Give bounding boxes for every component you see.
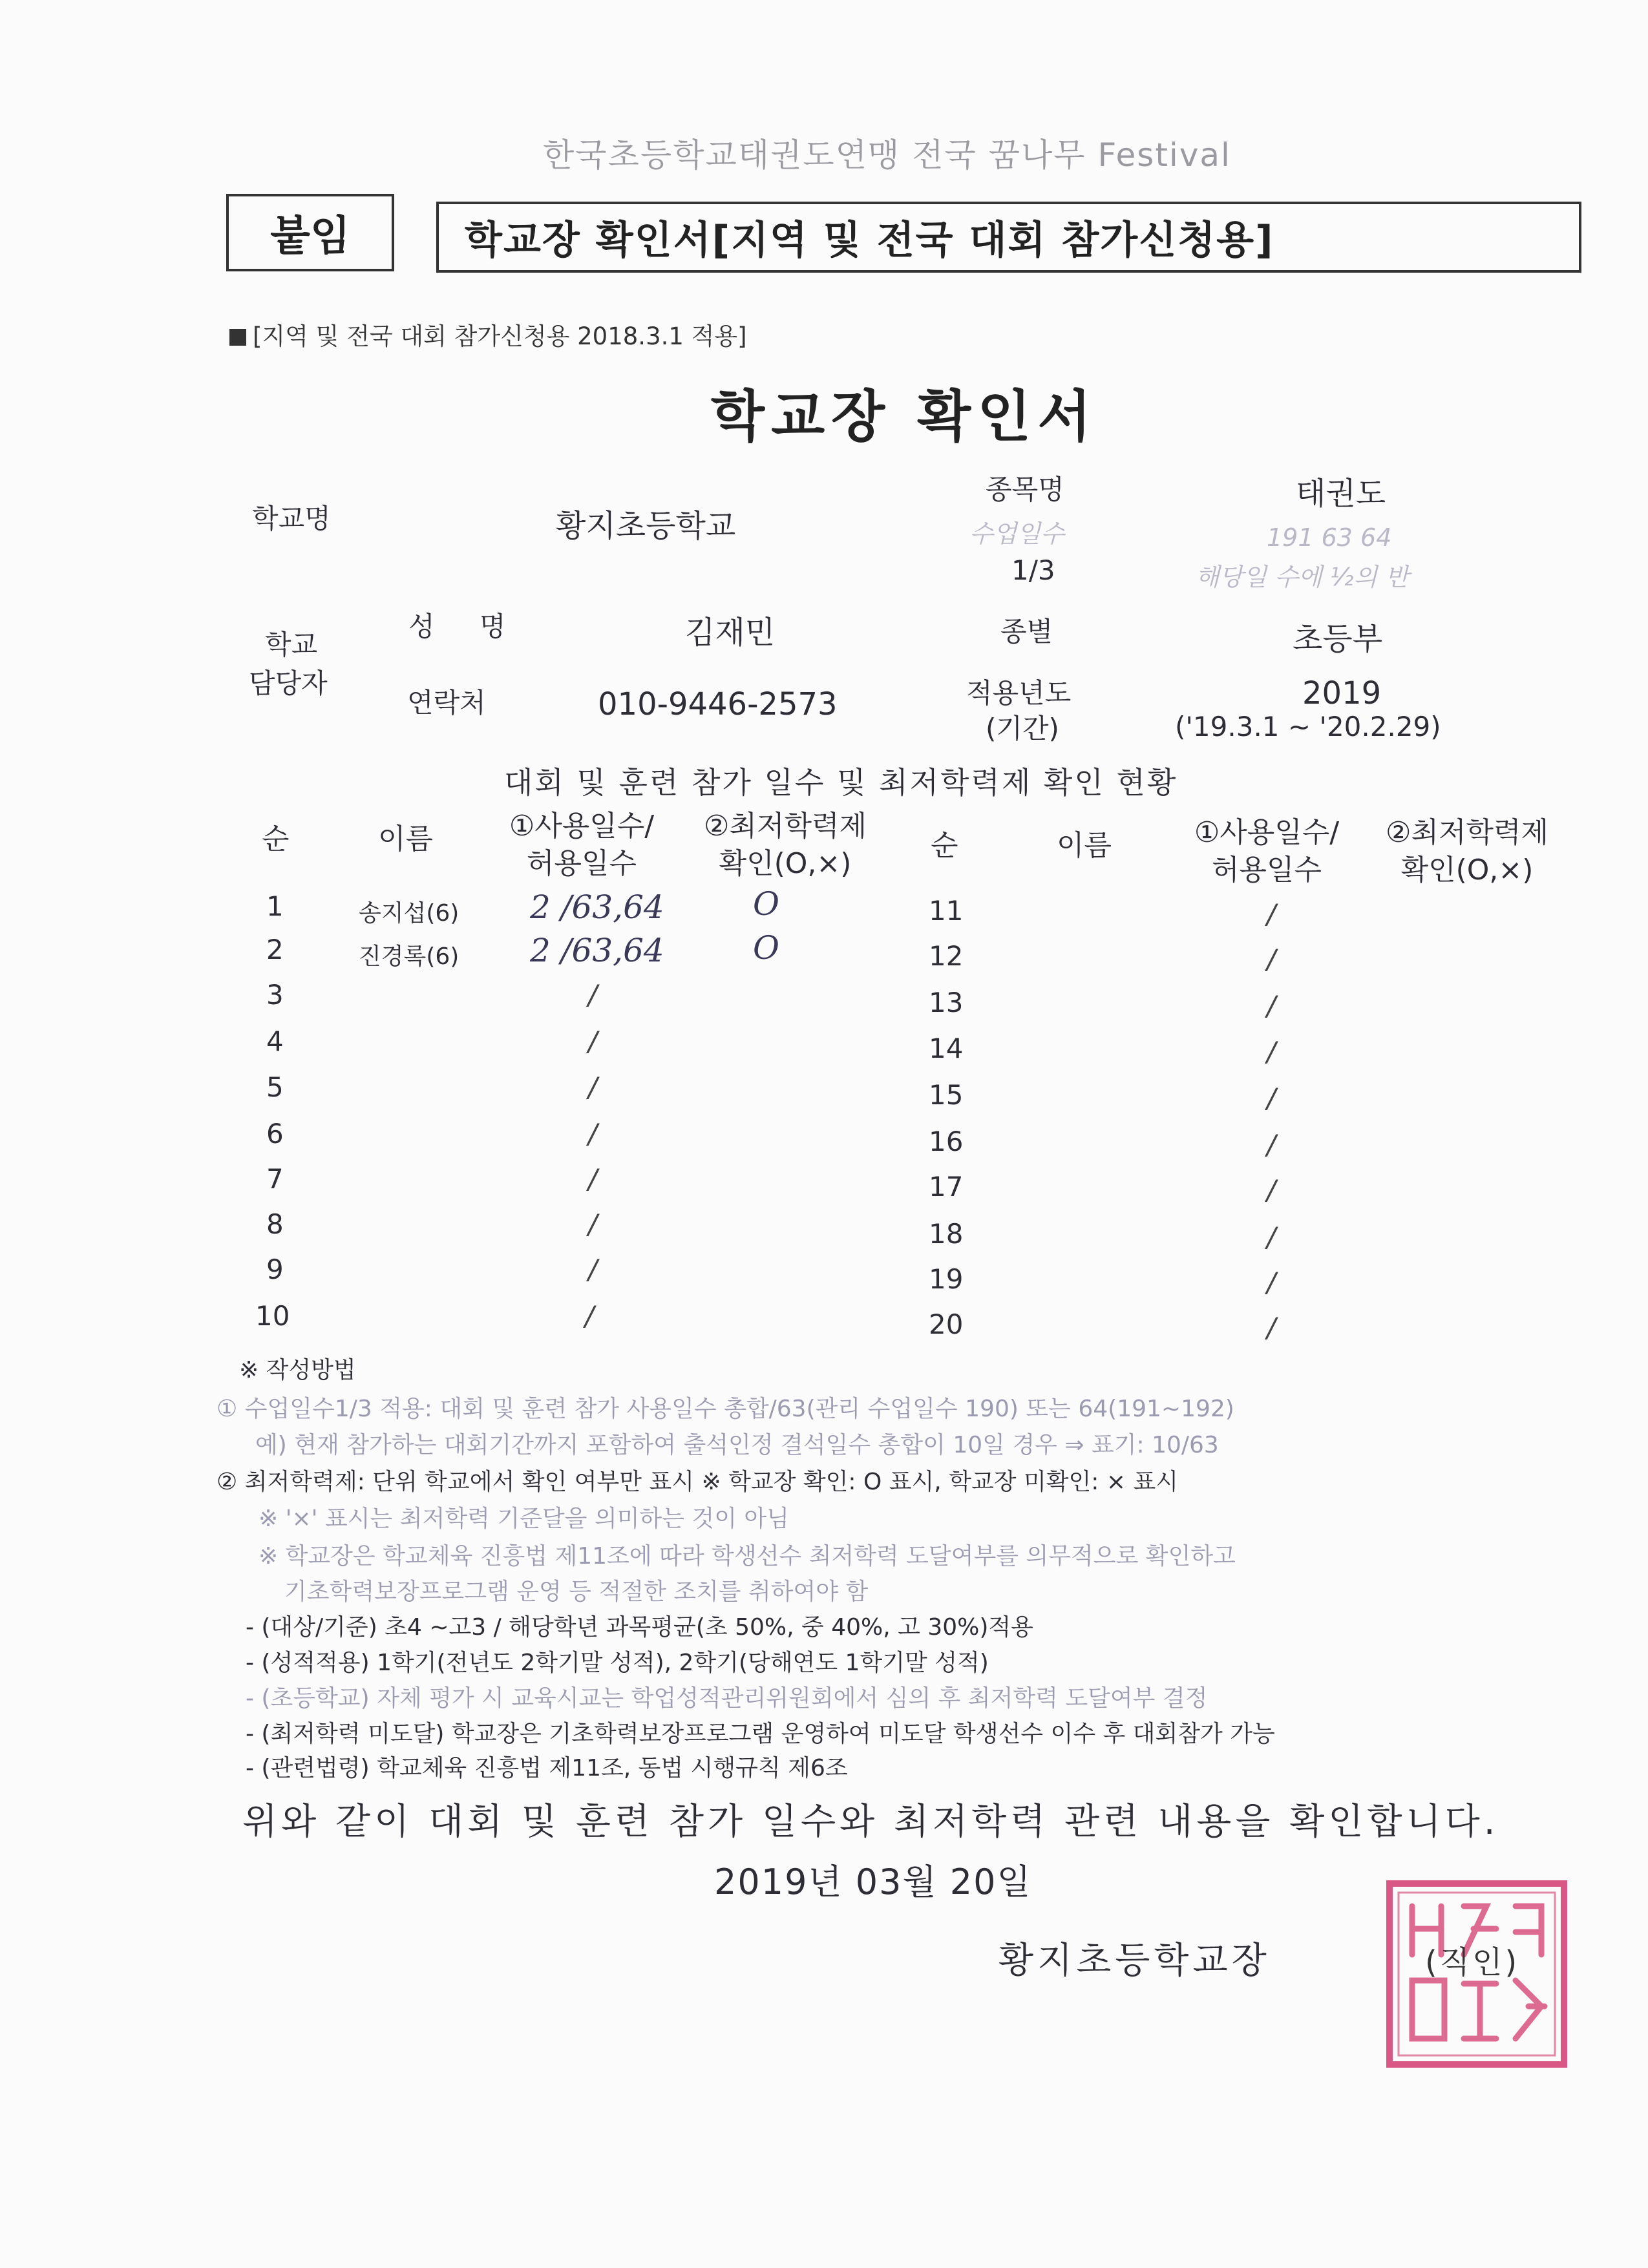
school-value: 황지초등학교 bbox=[556, 508, 736, 544]
row-no-8: 8 bbox=[266, 1208, 284, 1240]
instruction-line-4: ※ '×' 표시는 최저학력 기준달을 의미하는 것이 아님 bbox=[259, 1506, 789, 1532]
instruction-line-7: - (대상/기준) 초4 ~고3 / 해당학년 과목평균(초 50%, 중 40%, 고 30%)적용 bbox=[246, 1614, 1033, 1641]
header-check-line2: 확인(O,×) bbox=[1400, 854, 1534, 887]
instruction-line-2: 예) 현재 참가하는 대회기간까지 포함하여 출석인정 결석일수 총합이 10일 경우 ⇒ 표기: 10/63 bbox=[255, 1432, 1219, 1458]
header-days-left bbox=[501, 808, 662, 883]
square-bullet-icon bbox=[229, 329, 246, 346]
row-days-14: / bbox=[1267, 1036, 1276, 1067]
row-days-2: 2 /63,64 bbox=[530, 932, 664, 969]
row-no-6: 6 bbox=[266, 1118, 284, 1150]
year-value: 2019 bbox=[1302, 675, 1382, 711]
row-no-10: 10 bbox=[255, 1300, 290, 1332]
header-no-left: 순 bbox=[262, 823, 290, 856]
row-no-17: 17 bbox=[929, 1171, 964, 1202]
school-label: 학교명 bbox=[252, 503, 331, 534]
header-days-line2: 허용일수 bbox=[526, 847, 637, 880]
instruction-line-5: ※ 학교장은 학교체육 진흥법 제11조에 따라 학생선수 최저학력 도달여부를 의무적으로 확인하고 bbox=[259, 1543, 1236, 1570]
class-days-label: 수업일수 bbox=[969, 520, 1064, 548]
row-days-1: 2 /63,64 bbox=[530, 888, 664, 926]
event-label: 종목명 bbox=[986, 474, 1064, 505]
festival-header: 한국초등학교태권도연맹 전국 꿈나무 Festival bbox=[543, 136, 1231, 174]
row-no-1: 1 bbox=[266, 890, 284, 922]
row-days-17: / bbox=[1267, 1174, 1276, 1206]
contact-value: 010-9446-2573 bbox=[598, 686, 838, 722]
year-label: 적용년도 bbox=[966, 677, 1072, 709]
class-days-note-2: 해당일 수에 ½의 반 bbox=[1196, 563, 1410, 591]
instruction-line-3: ② 최저학력제: 단위 학교에서 확인 여부만 표시 ※ 학교장 확인: O 표시, 학교장 미확인: × 표시 bbox=[217, 1469, 1179, 1495]
name-label: 성 명 bbox=[408, 611, 524, 642]
division-value: 초등부 bbox=[1293, 621, 1383, 657]
main-title: 학교장 확인서 bbox=[711, 384, 1098, 449]
row-days-15: / bbox=[1267, 1082, 1276, 1114]
row-days-9: / bbox=[588, 1254, 598, 1285]
year-period: ('19.3.1 ~ '20.2.29) bbox=[1175, 711, 1441, 742]
header-check-right bbox=[1370, 814, 1564, 889]
issue-date: 2019년 03월 20일 bbox=[714, 1862, 1032, 1902]
row-no-15: 15 bbox=[929, 1079, 964, 1111]
principal-name: 황지초등학교장 bbox=[998, 1940, 1271, 1982]
header-check-line1: ②최저학력제 bbox=[1386, 816, 1548, 849]
attachment-tag: 붙임 bbox=[226, 194, 394, 271]
instructions-heading: ※ 작성방법 bbox=[239, 1357, 356, 1383]
row-days-16: / bbox=[1267, 1129, 1276, 1160]
row-days-7: / bbox=[588, 1163, 598, 1195]
row-check-2: O bbox=[753, 929, 779, 967]
row-no-19: 19 bbox=[929, 1263, 964, 1295]
row-no-20: 20 bbox=[929, 1308, 964, 1340]
class-days-note-1: 191 63 64 bbox=[1267, 523, 1392, 552]
row-no-4: 4 bbox=[266, 1025, 284, 1057]
instruction-line-11: - (관련법령) 학교체육 진흥법 제11조, 동법 시행규칙 제6조 bbox=[246, 1755, 848, 1781]
row-no-7: 7 bbox=[266, 1163, 284, 1195]
header-days-right bbox=[1179, 814, 1354, 889]
row-check-1: O bbox=[753, 885, 779, 923]
row-no-5: 5 bbox=[266, 1071, 284, 1103]
instruction-line-9: - (초등학교) 자체 평가 시 교육시교는 학업성적관리위원회에서 심의 후 최저학력 도달여부 결정 bbox=[246, 1685, 1208, 1712]
row-days-11: / bbox=[1267, 898, 1276, 930]
instruction-line-6: 기초학력보장프로그램 운영 등 적절한 조치를 취하여야 함 bbox=[284, 1579, 869, 1605]
row-no-14: 14 bbox=[929, 1033, 964, 1064]
row-no-3: 3 bbox=[266, 979, 284, 1011]
row-days-13: / bbox=[1267, 990, 1276, 1022]
class-days-value: 1/3 bbox=[1011, 554, 1055, 586]
row-days-19: / bbox=[1267, 1266, 1276, 1298]
row-no-13: 13 bbox=[929, 987, 964, 1018]
document-title: 학교장 확인서[지역 및 전국 대회 참가신청용] bbox=[436, 202, 1581, 273]
row-no-9: 9 bbox=[266, 1254, 284, 1285]
row-no-11: 11 bbox=[929, 895, 964, 927]
header-name-left: 이름 bbox=[378, 823, 434, 856]
row-days-20: / bbox=[1267, 1312, 1276, 1343]
name-value: 김재민 bbox=[685, 614, 776, 651]
row-days-6: / bbox=[588, 1118, 598, 1150]
row-days-5: / bbox=[588, 1071, 598, 1103]
division-label: 종별 bbox=[1000, 616, 1053, 647]
row-days-10: / bbox=[585, 1300, 595, 1332]
year-label-2: (기간) bbox=[986, 713, 1059, 744]
row-no-16: 16 bbox=[929, 1126, 964, 1157]
row-no-2: 2 bbox=[266, 934, 284, 965]
apply-note bbox=[229, 317, 747, 352]
header-days-line1: ①사용일수/ bbox=[1194, 816, 1340, 849]
row-days-3: / bbox=[588, 979, 598, 1011]
instruction-line-10: - (최저학력 미도달) 학교장은 기초학력보장프로그램 운영하여 미도달 학생선수 이수 후 대회참가 가능 bbox=[246, 1721, 1275, 1747]
row-name-2: 진경록(6) bbox=[359, 943, 460, 970]
instruction-line-1: ① 수업일수1/3 적용: 대회 및 훈련 참가 사용일수 총합/63(관리 수업일수 190) 또는 64(191~192) bbox=[217, 1396, 1234, 1422]
instruction-line-8: - (성적적용) 1학기(전년도 2학기말 성적), 2학기(당해연도 1학기말 성적) bbox=[246, 1650, 989, 1676]
manager-label-2: 담당자 bbox=[249, 667, 328, 699]
row-name-1: 송지섭(6) bbox=[359, 900, 460, 927]
section-title: 대회 및 훈련 참가 일수 및 최저학력제 확인 현황 bbox=[504, 765, 1178, 800]
contact-label: 연락처 bbox=[407, 687, 486, 719]
apply-note-text: [지역 및 전국 대회 참가신청용 2018.3.1 적용] bbox=[253, 322, 747, 350]
row-no-18: 18 bbox=[929, 1218, 964, 1250]
header-days-line2: 허용일수 bbox=[1211, 854, 1322, 887]
row-days-12: / bbox=[1267, 943, 1276, 975]
seal-label: (직인) bbox=[1425, 1944, 1520, 1980]
confirmation-statement: 위와 같이 대회 및 훈련 참가 일수와 최저학력 관련 내용을 확인합니다. bbox=[242, 1801, 1499, 1843]
row-no-12: 12 bbox=[929, 940, 964, 972]
manager-label-1: 학교 bbox=[265, 629, 318, 660]
header-check-line1: ②최저학력제 bbox=[704, 810, 867, 843]
header-days-line1: ①사용일수/ bbox=[509, 810, 655, 843]
header-no-right: 순 bbox=[931, 829, 958, 862]
row-days-18: / bbox=[1267, 1221, 1276, 1253]
header-name-right: 이름 bbox=[1057, 829, 1112, 862]
event-value: 태권도 bbox=[1296, 476, 1386, 512]
row-days-4: / bbox=[588, 1025, 598, 1057]
header-check-left bbox=[692, 808, 879, 883]
header-check-line2: 확인(O,×) bbox=[719, 847, 852, 880]
row-days-8: / bbox=[588, 1208, 598, 1240]
